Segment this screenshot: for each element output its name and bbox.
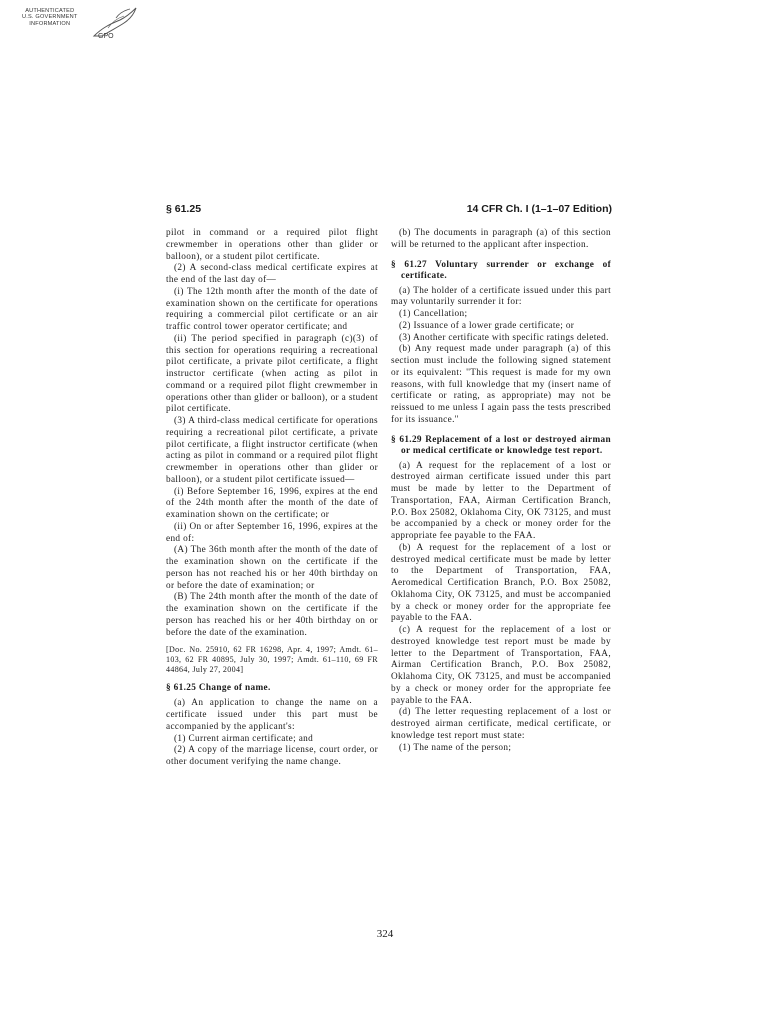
seal-line-1: AUTHENTICATED — [25, 8, 75, 14]
section-heading: § 61.27 Voluntary surrender or exchange of certificate. — [391, 259, 611, 281]
seal-line-2: U.S. GOVERNMENT — [22, 14, 78, 21]
paragraph: (1) Cancellation; — [399, 309, 468, 319]
paragraph: (d) The letter requesting replacement of a lost or destroyed airman certificate, medical certificate, or knowledge test report must state: — [391, 707, 611, 741]
paragraph: (1) The name of the person; — [399, 742, 512, 753]
paragraph: (a) A request for the replacement of a lost or destroyed airman certificate issued under this part must be made by letter to the Department of Transportation, FAA, Airman Certification Branch, P.O. Box 25082, Oklahoma City, OK 73125, and must be accompanied by a check or money order for the appropriate fee payable to the FAA. — [391, 460, 611, 541]
section-heading: § 61.29 Replacement of a lost or destroyed airman or medical certificate or knowledge test report. — [391, 434, 611, 456]
header-section: § 61.25 — [166, 203, 202, 215]
paragraph: (3) Another certificate with specific ratings deleted. — [399, 332, 609, 343]
seal-line-3: INFORMATION — [29, 20, 71, 27]
section-heading: § 61.25 Change of name. — [166, 683, 271, 694]
paragraph: (3) A third-class medical certificate for operations requiring a recreational pilot certificate, a private pilot certificate, a flight instructor certificate (when acting as pilot in command or a required pilot flight crewmember in operations other than glider or balloon), or a student pilot certificate issued— — [166, 416, 378, 485]
paragraph: (2) Issuance of a lower grade certificate; or — [399, 320, 575, 331]
right-column — [391, 228, 611, 754]
paragraph: (c) A request for the replacement of a lost or destroyed knowledge test report must be made by letter to the Department of Transportation, FAA, Airman Certification Branch, P.O. Box 25082, Oklahoma City, OK 73125, and must be accompanied by a check or money order for the appropriate fee payable to the FAA. — [391, 625, 611, 706]
paragraph: (ii) On or after September 16, 1996, expires at the end of: — [166, 521, 378, 544]
paragraph: (2) A second-class medical certificate expires at the end of the last day of— — [166, 263, 378, 285]
paragraph: pilot in command or a required pilot flight crewmember in operations other than glider or balloon), or a student pilot certificate. — [166, 228, 378, 262]
paragraph: (b) A request for the replacement of a lost or destroyed medical certificate must be made by letter to the Department of Transportation, FAA, Aeromedical Certification Branch, P.O. Box 25082, Oklahoma City, OK 73125, and must be accompanied by a check or money order for the appropriate fee payable to the FAA. — [391, 542, 611, 624]
seal-text — [22, 8, 78, 27]
citation-note: [Doc. No. 25910, 62 FR 16298, Apr. 4, 1997; Amdt. 61–103, 62 FR 40895, July 30, 1997; Amdt. 61–110, 69 FR 44864, July 27, 2004] — [166, 645, 378, 675]
page-number: 324 — [376, 928, 394, 940]
paragraph: (i) Before September 16, 1996, expires at the end of the 24th month after the month of the date of examination shown on the certificate; or — [166, 486, 378, 520]
paragraph: (b) The documents in paragraph (a) of this section will be returned to the applicant after inspection. — [391, 228, 611, 250]
paragraph: (A) The 36th month after the month of the date of the examination shown on the certificate if the person has not reached his or her 40th birthday on or before the date of examination; or — [166, 545, 378, 591]
paragraph: (a) The holder of a certificate issued under this part may voluntarily surrender it for: — [391, 285, 611, 308]
eagle-seal-icon — [90, 6, 140, 40]
paragraph: (ii) The period specified in paragraph (c)(3) of this section for operations requiring a recreational pilot certificate, a private pilot certificate, a flight instructor certificate (when acting as pilot in command or a required pilot flight crewmember in operations other than glider or balloon), or a student pilot certificate. — [166, 333, 378, 415]
paragraph: (B) The 24th month after the month of the date of the examination shown on the certificate if the person has reached his or her 40th birthday on or before the date of the examination. — [166, 592, 378, 638]
paragraph: (2) A copy of the marriage license, court order, or other document verifying the name change. — [166, 745, 378, 767]
seal-gpo: GPO — [98, 33, 114, 40]
left-column — [166, 228, 378, 769]
header-title: 14 CFR Ch. I (1–1–07 Edition) — [466, 203, 612, 215]
paragraph: (1) Current airman certificate; and — [174, 733, 314, 744]
paragraph: (b) Any request made under paragraph (a) of this section must include the following signed statement or its equivalent: ''This request is made for my own reasons, with full knowledge that my (insert name of certificate or rating, as appropriate) may not be reissued to me unless I again pass the tests prescribed for its issuance.'' — [391, 344, 611, 425]
paragraph: (i) The 12th month after the month of the date of examination shown on the certificate for operations requiring a commercial pilot certificate or an air traffic control tower operator certificate; and — [166, 286, 378, 332]
authenticated-seal — [22, 6, 140, 50]
page-header — [166, 203, 612, 219]
paragraph: (a) An application to change the name on a certificate issued under this part must be accompanied by the applicant's: — [166, 698, 378, 732]
